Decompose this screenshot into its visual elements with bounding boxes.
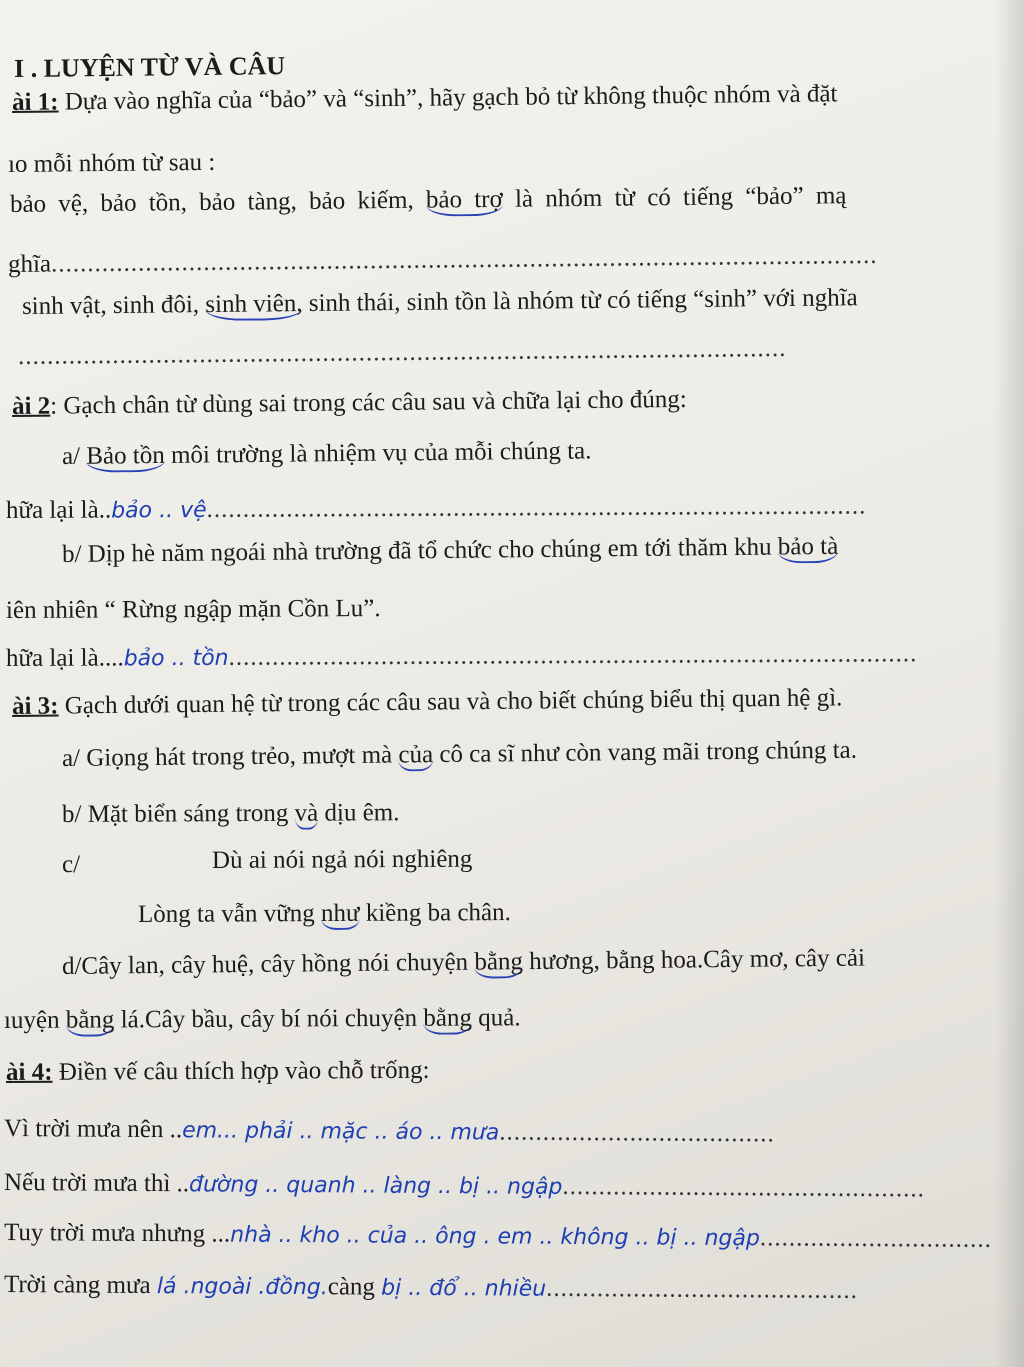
page-edge-shadow xyxy=(994,0,1024,1367)
bai2-a-fix xyxy=(6,491,867,527)
bai2-a xyxy=(62,436,592,472)
answer-dots: .................................................. xyxy=(562,1172,926,1203)
bai4-label: ài 4: xyxy=(5,1058,53,1086)
handwritten-answer: bảo .. tồn xyxy=(123,645,229,672)
bai3-b xyxy=(62,798,400,830)
section-title: I . LUYỆN TỪ VÀ CÂU xyxy=(13,51,286,83)
bai3-b-text: b/ Mặt biển sáng trong xyxy=(61,799,295,828)
handwritten-answer: em... phải .. mặc .. áo .. mưa xyxy=(182,1118,500,1146)
bai4-prompt xyxy=(6,1056,430,1088)
bai3-a-text: a/ Giọng hát trong trẻo, mượt mà xyxy=(61,741,399,772)
bai3-d-marked-word-3: bằng xyxy=(423,1005,472,1035)
bai2-a-prefix: a/ xyxy=(61,442,87,470)
answer-dots: ........................................... xyxy=(546,1274,859,1304)
answer-label: ghĩa xyxy=(7,250,52,278)
group-a-text: bảo vệ, bảo tồn, bảo tàng, bảo kiếm, xyxy=(9,186,427,218)
bai1-label: ài 1: xyxy=(11,88,59,116)
group-a-text-end: là nhóm từ có tiếng “bảo” mą xyxy=(502,182,847,213)
bai2-label: ài 2 xyxy=(11,392,51,420)
answer-dots: ............................................................................................... xyxy=(228,640,918,671)
bai3-b-marked-word: và xyxy=(295,800,319,830)
handwritten-answer: lá .ngoài .đồng. xyxy=(156,1274,328,1301)
bai3-c-line2 xyxy=(138,898,511,930)
row-printed-text: Vì trời mưa nên .. xyxy=(3,1115,183,1144)
bai1-prompt-line2: ıo mỗi nhóm từ sau : xyxy=(7,148,216,178)
bai2-b-text: b/ Dịp hè năm ngoái nhà trường đã tổ chức cho chúng em tới thăm khu xyxy=(61,533,778,568)
fix-label: hữa lại là.. xyxy=(5,496,112,524)
bai3-d2-text-end: quả. xyxy=(471,1004,521,1032)
answer-dots: ........................................................................................... xyxy=(206,492,867,523)
bai3-b-text-end: dịu êm. xyxy=(318,799,400,827)
answer-dots: .......................................................................................................... xyxy=(17,334,787,370)
answer-dots: .................................................................................................................. xyxy=(50,241,878,278)
bai3-c-marked-word: như xyxy=(321,900,360,930)
bai2-b-line2: iên nhiên “ Rừng ngập mặn Cồn Lu”. xyxy=(5,595,381,624)
bai3-d2-text-mid: lá.Cây bầu, cây bí nói chuyện xyxy=(114,1004,424,1034)
bai3-d-text: d/Cây lan, cây huệ, cây hồng nói chuyện xyxy=(61,948,475,980)
handwritten-answer: đường .. quanh .. làng .. bị .. ngập xyxy=(188,1172,563,1200)
bai3-d-marked-word-1: bằng xyxy=(474,948,523,979)
handwritten-answer-2: bị .. đổ .. nhiều xyxy=(381,1275,547,1302)
bai3-c-line1: Dù ai nói ngả nói nghiêng xyxy=(211,845,473,874)
row-printed-text: Tuy trời mưa nhưng ... xyxy=(3,1219,231,1248)
bai3-prompt-text: Gạch dưới quan hệ từ trong các câu sau và cho biết chúng biểu thị quan hệ gì. xyxy=(58,684,843,720)
bai3-a-marked-word: của xyxy=(398,741,433,771)
group-b-marked-word: sinh viên, xyxy=(205,290,303,321)
bai3-c-label: c/ xyxy=(62,851,81,878)
bai2-prompt-text: : Gạch chân từ dùng sai trong các câu sau và chữa lại cho đúng: xyxy=(50,385,687,420)
group-b-text-end: sinh thái, sinh tồn là nhóm từ có tiếng “sinh” với nghĩa xyxy=(302,284,858,318)
bai2-b-fix xyxy=(6,639,918,675)
handwritten-answer: bảo .. vệ xyxy=(111,497,207,524)
bai1-prompt-text: Dựa vào nghĩa của “bảo” và “sinh”, hãy gạch bỏ từ không thuộc nhóm và đặt xyxy=(58,80,838,116)
group-a-marked-word: bảo trợ xyxy=(426,186,503,217)
bai3-d-text-mid: hương, bằng hoa.Cây mơ, cây cải xyxy=(522,944,866,976)
bai3-d-marked-word-2: bằng xyxy=(66,1006,115,1036)
bai2-b-marked-word: bảo tà xyxy=(778,533,839,564)
group-b-text: sinh vật, sinh đôi, xyxy=(21,291,206,320)
row-printed-text: Nếu trời mưa thì .. xyxy=(3,1169,190,1198)
row-printed-text-2: càng xyxy=(327,1273,382,1301)
bai3-d-line2 xyxy=(4,1003,521,1036)
bai4-row-4 xyxy=(4,1270,858,1307)
bai4-row-2 xyxy=(4,1168,925,1205)
bai3-c-text-end: kiềng ba chân. xyxy=(359,899,511,927)
bai2-a-text: môi trường là nhiệm vụ của mỗi chúng ta. xyxy=(164,437,592,469)
answer-dots: ................................ xyxy=(759,1224,992,1253)
bai3-label: ài 3: xyxy=(11,692,59,720)
fix-label: hữa lại là.... xyxy=(5,644,124,672)
bai3-c-text: Lòng ta vẫn vững xyxy=(137,900,322,928)
bai3-a-text-end: cô ca sĩ như còn vang mãi trong chúng ta. xyxy=(432,736,858,769)
bai2-a-marked-word: Bảo tồn xyxy=(86,442,165,473)
handwritten-answer: nhà .. kho .. của .. ông . em .. không .. bị .. ngập xyxy=(230,1222,760,1252)
answer-dots: ...................................... xyxy=(499,1118,775,1148)
bai3-d2-text: ıuyện xyxy=(3,1006,66,1034)
bai4-row-1 xyxy=(4,1114,775,1150)
bai4-prompt-text: Điền vế câu thích hợp vào chỗ trống: xyxy=(52,1056,430,1086)
row-printed-text: Trời càng mưa xyxy=(3,1271,158,1300)
